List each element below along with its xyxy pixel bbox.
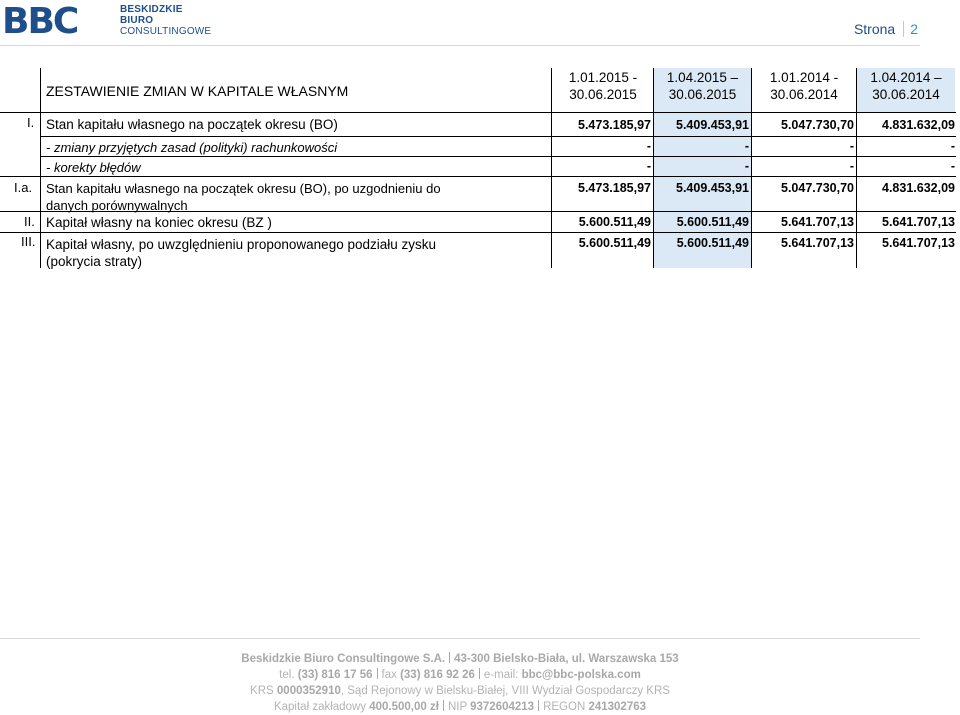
bbc-logo-mark [2,2,114,38]
footer-divider [0,638,920,639]
row-label: Kapitał własny, po uwzględnieniu proponowanego podziału zysku (pokrycia straty) [46,237,437,269]
cell-value: 4.831.632,09 [882,118,955,132]
footer-line-3: KRS 0000352910, Sąd Rejonowy w Bielsku-Białej, VIII Wydział Gospodarczy KRS [250,685,670,697]
footer-krs: 0000352910 [276,685,341,697]
grid-hline [40,156,956,157]
grid-hline [0,112,956,113]
footer-regon: 241302763 [588,701,647,713]
row-code: II. [24,214,35,229]
row-label: Kapitał własny na koniec okresu (BZ ) [46,215,272,230]
footer-court: , Sąd Rejonowy w Bielsku-Białej, VIII Wydział Gospodarczy KRS [340,685,670,697]
cell-value: 5.641.707,13 [882,215,955,229]
cell-value: 5.409.453,91 [676,181,749,195]
page-label: Strona [853,21,896,37]
cell-value: 5.047.730,70 [781,181,854,195]
row-code: III. [21,234,36,249]
cell-value: 5.600.511,49 [676,236,749,250]
cell-value: 5.641.707,13 [882,236,955,250]
row-label: Stan kapitału własnego na początek okresu (BO), po uzgodnieniu do danych porównywalnych [46,181,441,213]
footer-address: 43-300 Bielsko-Biała, ul. Warszawska 153 [454,653,679,665]
cell-value: 5.473.185,97 [578,181,651,195]
footer-fax: (33) 816 92 26 [400,669,475,681]
cell-value: 5.473.185,97 [578,118,651,132]
cell-value: - [849,139,854,153]
footer-line-2: tel. (33) 816 17 56 fax (33) 816 92 26 e-mail: bbc@bbc-polska.com [279,669,641,681]
period-header-4: 1.04.2014 – 30.06.2014 [870,70,942,102]
cell-value: - [646,139,651,153]
cell-value: 5.600.511,49 [676,215,749,229]
cell-value: 5.641.707,13 [781,236,854,250]
page-indicator [854,21,918,37]
logo-wordmark [120,4,211,37]
footer-line-4: Kapitał zakładowy 400.500,00 zł NIP 9372604213 REGON 241302763 [273,701,647,713]
cell-value: 5.409.453,91 [676,118,749,132]
period-header-2: 1.04.2015 – 30.06.2015 [666,70,739,102]
grid-hline [0,176,956,177]
cell-value: - [950,139,955,153]
logo-line-2: BIURO [120,14,154,26]
row-label: Stan kapitału własnego na początek okresu (BO) [46,117,338,132]
grid-vline [40,68,41,268]
row-label: - zmiany przyjętych zasad (polityki) rachunkowości [46,140,338,155]
cell-value: - [950,159,955,173]
page-number: 2 [910,21,918,37]
cell-value: - [646,159,651,173]
cell-value: - [744,139,749,153]
row-code: I. [27,115,35,130]
row-label: - korekty błędów [46,160,141,175]
grid-hline [0,232,956,233]
logo-line-3: CONSULTINGOWE [120,25,212,37]
svg-text:BBC: BBC [2,2,78,38]
grid-vline [551,68,552,268]
cell-value: 5.047.730,70 [781,118,854,132]
logo-line-1: BESKIDZKIE [120,3,183,15]
table-title: ZESTAWIENIE ZMIAN W KAPITALE WŁASNYM [46,83,349,99]
footer-capital: 400.500,00 zł [369,701,439,713]
cell-value: 4.831.632,09 [882,181,955,195]
footer-nip: 9372604213 [470,701,535,713]
cell-value: - [744,159,749,173]
cell-value: - [849,159,854,173]
footer-line-1 [0,651,920,667]
period-header-1: 1.01.2015 - 30.06.2015 [568,70,638,102]
period-header-3: 1.01.2014 - 30.06.2014 [769,70,839,102]
footer-company: Beskidzkie Biuro Consultingowe S.A. [241,653,446,665]
footer-tel: (33) 816 17 56 [297,669,373,681]
cell-value: 5.600.511,49 [578,215,651,229]
cell-value: 5.600.511,49 [578,236,651,250]
grid-hline [40,136,956,137]
row-code: I.a. [14,180,33,195]
cell-value: 5.641.707,13 [781,215,854,229]
footer [0,651,920,715]
footer-email[interactable]: bbc@bbc-polska.com [521,669,641,681]
header-divider [0,45,920,46]
company-logo [2,2,211,38]
